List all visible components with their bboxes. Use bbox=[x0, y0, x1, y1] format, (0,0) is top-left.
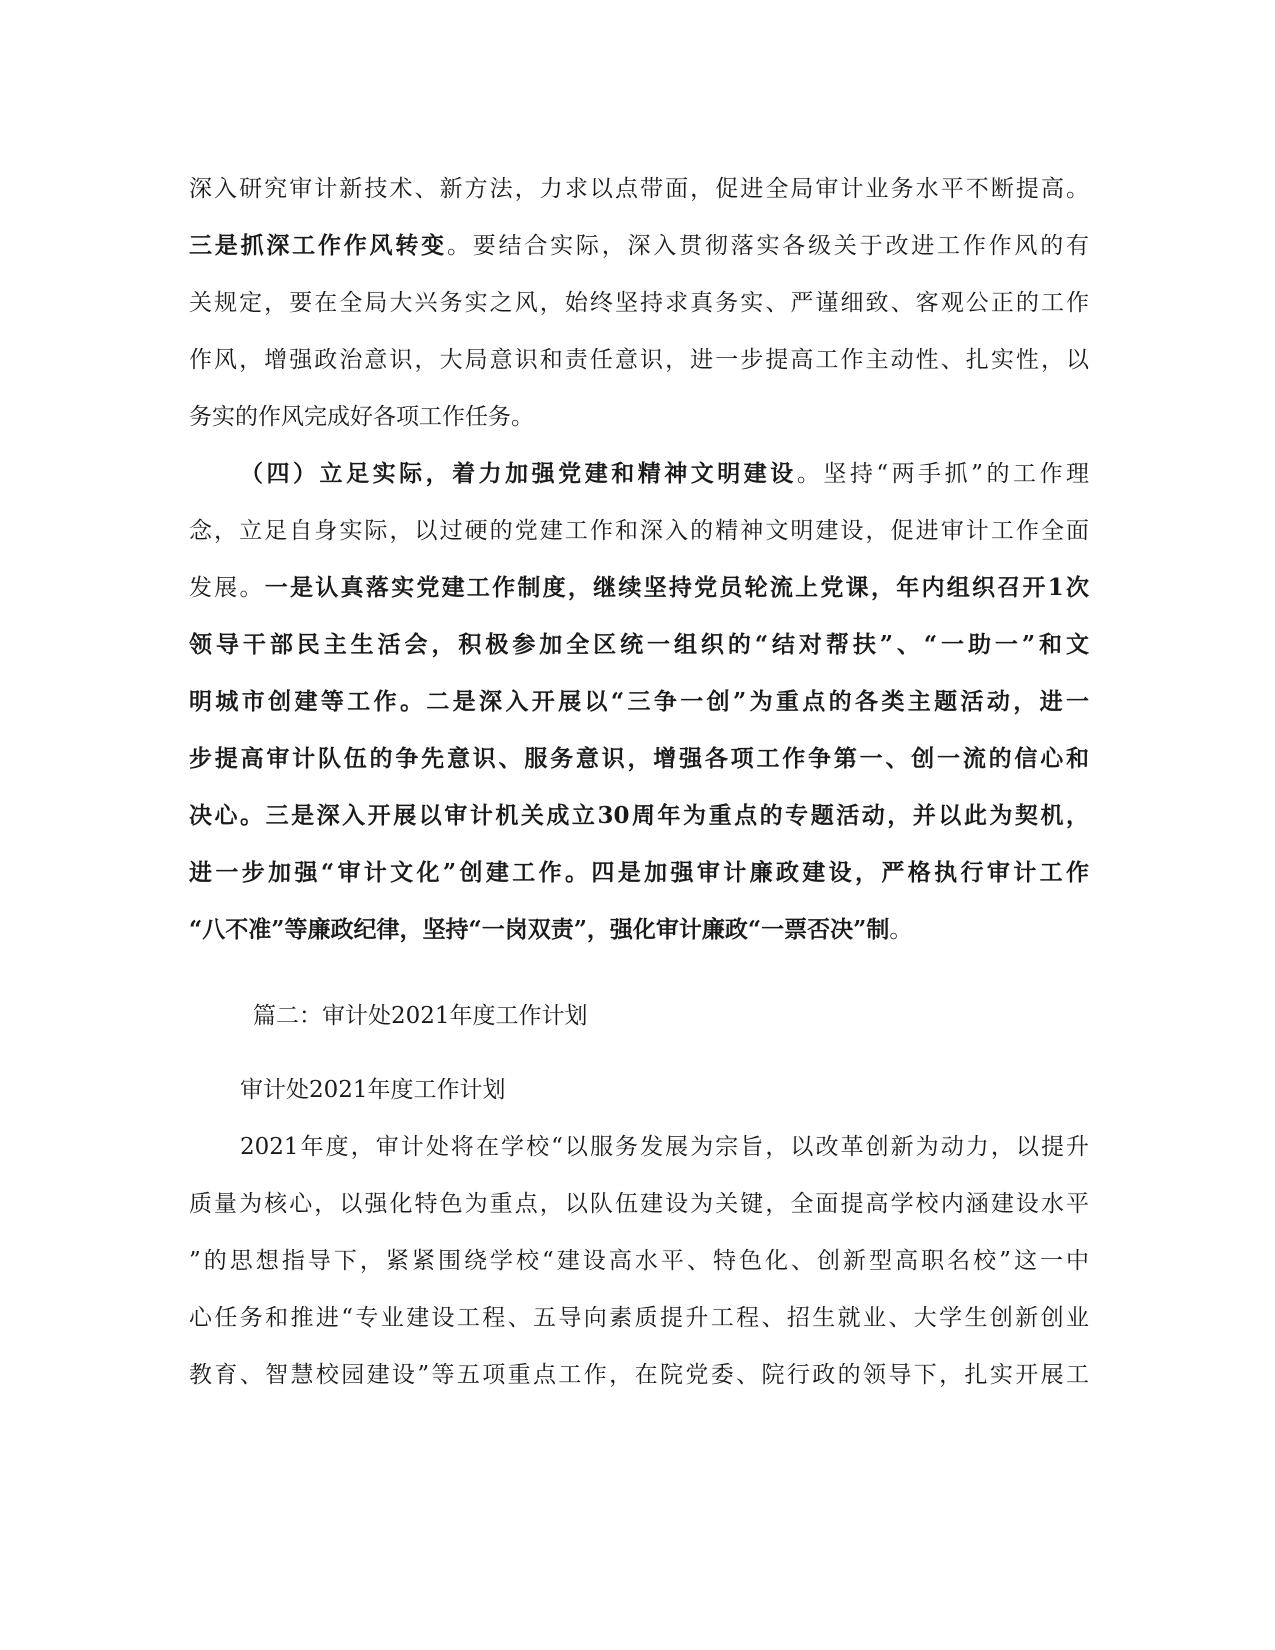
bold-text-run: “八不准”等廉政纪律，坚持“一岗双责”，强化审计廉政“一票否决”制 bbox=[189, 916, 890, 943]
text-line bbox=[189, 402, 1089, 432]
bold-text-run: 领导干部民主生活会，积极参加全区统一组织的“结对帮扶”、“一助一”和文 bbox=[189, 631, 1089, 658]
text-line bbox=[189, 858, 1089, 888]
section-heading-line bbox=[240, 459, 1089, 489]
bold-text-run: 明城市创建等工作。二是深入开展以“三争一创”为重点的各类主题活动，进一 bbox=[189, 688, 1089, 715]
text-run: 作风，增强政治意识，大局意识和责任意识，进一步提高工作主动性、扎实性，以 bbox=[189, 347, 1089, 373]
text-line bbox=[189, 174, 1089, 204]
text-run: 心任务和推进“专业建设工程、五导向素质提升工程、招生就业、大学生创新创业 bbox=[189, 1305, 1089, 1331]
text-run: 深入研究审计新技术、新方法，力求以点带面，促进全局审计业务水平不断提高。 bbox=[189, 176, 1089, 202]
text-run: 发展。 bbox=[189, 575, 265, 601]
text-line bbox=[189, 744, 1089, 774]
text-line bbox=[189, 1189, 1089, 1219]
bold-text-run: 一是认真落实党建工作制度，继续坚持党员轮流上党课，年内组织召开1次 bbox=[264, 574, 1089, 601]
text-run: ”的思想指导下，紧紧围绕学校“建设高水平、特色化、创新型高职名校”这一中 bbox=[189, 1248, 1089, 1274]
text-run: 审计处2021年度工作计划 bbox=[240, 1077, 506, 1103]
text-run: 。 bbox=[889, 917, 913, 943]
text-run: 务实的作风完成好各项工作任务。 bbox=[189, 404, 534, 430]
text-run: 念，立足自身实际，以过硬的党建工作和深入的精神文明建设，促进审计工作全面 bbox=[189, 518, 1089, 544]
text-line bbox=[189, 687, 1089, 717]
text-line bbox=[189, 288, 1089, 318]
text-line bbox=[240, 1132, 1089, 1162]
bold-text-run: 步提高审计队伍的争先意识、服务意识，增强各项工作争第一、创一流的信心和 bbox=[189, 745, 1089, 772]
text-line bbox=[189, 1360, 1089, 1390]
text-run: 教育、智慧校园建设”等五项重点工作，在院党委、院行政的领导下，扎实开展工 bbox=[189, 1362, 1089, 1388]
text-line bbox=[189, 573, 1089, 603]
text-line bbox=[189, 1246, 1089, 1276]
text-run: 。坚持“两手抓”的工作理 bbox=[796, 461, 1089, 487]
text-run: 2021年度，审计处将在学校“以服务发展为宗旨，以改革创新为动力，以提升 bbox=[240, 1134, 1089, 1160]
text-run: 。要结合实际，深入贯彻落实各级关于改进工作作风的有 bbox=[446, 233, 1089, 259]
text-run: 篇二：审计处2021年度工作计划 bbox=[253, 1003, 588, 1029]
text-line bbox=[189, 630, 1089, 660]
chapter-title bbox=[253, 1001, 1089, 1031]
text-run: 关规定，要在全局大兴务实之风，始终坚持求真务实、严谨细致、客观公正的工作 bbox=[189, 290, 1089, 316]
text-line bbox=[189, 801, 1089, 831]
bold-text-run: 三是抓深工作作风转变 bbox=[189, 232, 447, 259]
text-line bbox=[189, 231, 1089, 261]
bold-text-run: （四）立足实际，着力加强党建和精神文明建设 bbox=[240, 460, 797, 487]
text-line bbox=[189, 516, 1089, 546]
text-line bbox=[189, 915, 1089, 945]
text-run: 质量为核心，以强化特色为重点，以队伍建设为关键，全面提高学校内涵建设水平 bbox=[189, 1191, 1089, 1217]
bold-text-run: 决心。三是深入开展以审计机关成立30周年为重点的专题活动，并以此为契机， bbox=[189, 802, 1089, 829]
text-line bbox=[189, 345, 1089, 375]
document-title bbox=[240, 1075, 1076, 1105]
bold-text-run: 进一步加强“审计文化”创建工作。四是加强审计廉政建设，严格执行审计工作 bbox=[189, 859, 1089, 886]
text-line bbox=[189, 1303, 1089, 1333]
